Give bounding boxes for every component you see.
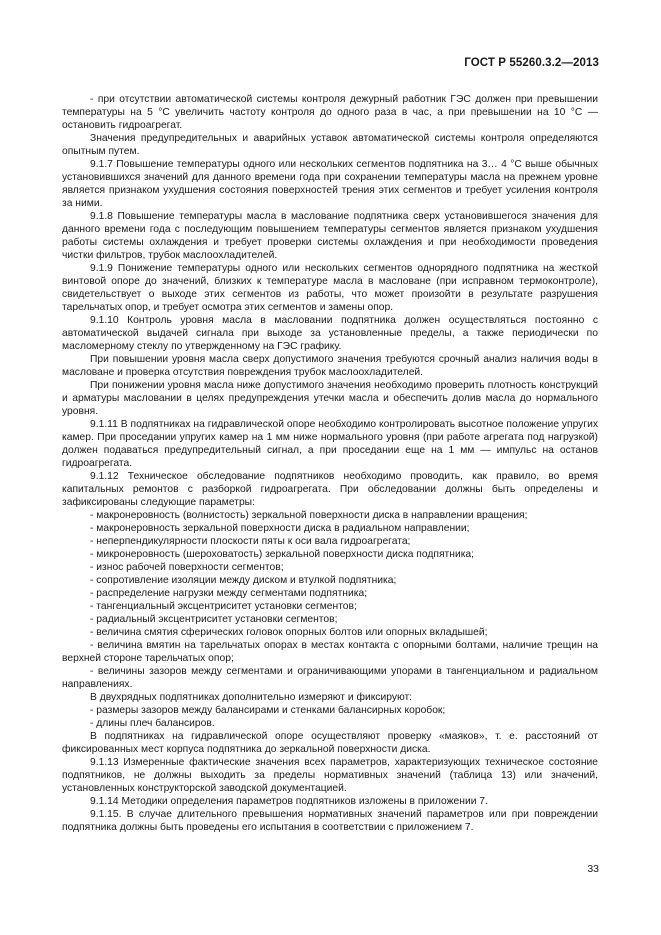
- document-header: ГОСТ Р 55260.3.2—2013: [464, 57, 599, 69]
- paragraph: 9.1.13 Измеренные фактические значения всех параметров, характеризующих техническое состояние подпятников, не должны выходить за пределы нормативных значений (таблица 13) или значений, установленных конструкторской заводской документацией.: [62, 757, 598, 794]
- paragraph: В двухрядных подпятниках дополнительно измеряют и фиксируют:: [90, 692, 413, 703]
- paragraph: 9.1.8 Повышение температуры масла в маслование подпятника сверх установившегося значения для данного времени года с последующим повышением температуры сегментов является признаком ухудшения работы системы охлаждения и требует проверки системы охлаждения и при необходимости проведения чистки фильтров, трубок маслоохладителей.: [62, 211, 598, 261]
- list-item: - макронеровность зеркальной поверхности диска в радиальном направлении;: [90, 523, 470, 534]
- list-item: - микронеровность (шероховатость) зеркальной поверхности диска подпятника;: [90, 549, 475, 560]
- list-item: - величина вмятин на тарельчатых опорах в местах контакта с опорными болтами, наличие трещин на верхней стороне тарельчатых опор;: [62, 640, 598, 664]
- paragraph: В подпятниках на гидравлической опоре осуществляют проверку «маяков», т. е. расстояний от фиксированных мест корпуса подпятника до зеркальной поверхности диска.: [62, 731, 598, 755]
- paragraph: 9.1.11 В подпятниках на гидравлической опоре необходимо контролировать высотное положение упругих камер. При проседании упругих камер на 1 мм ниже нормального уровня (при работе агрегата под нагрузкой) должен подаваться предупредительный сигнал, а при проседании еще на 1 мм — импульс на останов гидроагрегата.: [62, 419, 598, 469]
- paragraph: Значения предупредительных и аварийных уставок автоматической системы контроля определяются опытным путем.: [62, 133, 598, 157]
- paragraph: При понижении уровня масла ниже допустимого значения необходимо проверить плотность конструкций и арматуры масловании в целях предупреждения утечки масла и обеспечить долив масла до нормального уровня.: [62, 380, 598, 417]
- paragraph: 9.1.12 Техническое обследование подпятников необходимо проводить, как правило, во время капитальных ремонтов с разборкой гидроагрегата. При обследовании должны быть определены и зафиксированы следующие параметры:: [62, 471, 598, 508]
- paragraph: 9.1.10 Контроль уровня масла в масловании подпятника должен осуществляться постоянно с автоматической выдачей сигнала при выходе за установленные пределы, а также периодически по масломерному стеклу по утвержденному на ГЭС графику.: [62, 315, 598, 352]
- list-item: - распределение нагрузки между сегментами подпятника;: [90, 588, 368, 599]
- paragraph: При повышении уровня масла сверх допустимого значения требуются срочный анализ наличия воды в масловане и проверка отсутствия повреждения трубок маслоохладителей.: [62, 354, 598, 378]
- list-item: - износ рабочей поверхности сегментов;: [90, 562, 284, 573]
- list-item: - макронеровность (волнистость) зеркальной поверхности диска в направлении вращения;: [90, 510, 528, 521]
- paragraph: 9.1.14 Методики определения параметров подпятников изложены в приложении 7.: [90, 796, 488, 807]
- list-item: - неперпендикулярности плоскости пяты к оси вала гидроагрегата;: [90, 536, 411, 547]
- list-item: - радиальный эксцентриситет установки сегментов;: [90, 614, 338, 625]
- list-item: - величины зазоров между сегментами и ограничивающими упорами в тангенциальном и радиальном направлениях.: [62, 666, 598, 690]
- paragraph: 9.1.15. В случае длительного превышения нормативных значений параметров или при повреждении подпятника должны быть проведены его испытания в соответствии с приложением 7.: [62, 809, 598, 833]
- list-item: - размеры зазоров между балансирами и стенками балансирных коробок;: [90, 705, 446, 716]
- paragraph: 9.1.7 Повышение температуры одного или нескольких сегментов подпятника на 3… 4 °С выше обычных установившихся значений для данного времени года при сохранении температуры масла на прежнем уровне является признаком ухудшения состояния поверхностей трения этих сегментов и требует усиления контроля за ними.: [62, 159, 598, 209]
- paragraph: - при отсутствии автоматической системы контроля дежурный работник ГЭС должен при превышении температуры на 5 °С увеличить частоту контроля до одного раза в час, а при превышении на 10 °С — остановить гидроагрегат.: [62, 94, 598, 131]
- body-text: [62, 93, 598, 834]
- paragraph: 9.1.9 Понижение температуры одного или нескольких сегментов однорядного подпятника на жесткой винтовой опоре до значений, близких к температуре масла в масловане (при исправном термоконтроле), свидетельствует о выходе этих сегментов из работы, что может произойти в результате разрушения тарельчатых опор, и требует осмотра этих сегментов и замены опор.: [62, 263, 598, 313]
- list-item: - тангенциальный эксцентриситет установки сегментов;: [90, 601, 357, 612]
- list-item: - длины плеч балансиров.: [90, 718, 215, 729]
- page-number: 33: [587, 863, 599, 875]
- list-item: - сопротивление изоляции между диском и втулкой подпятника;: [90, 575, 397, 586]
- list-item: - величина смятия сферических головок опорных болтов или опорных вкладышей;: [90, 627, 488, 638]
